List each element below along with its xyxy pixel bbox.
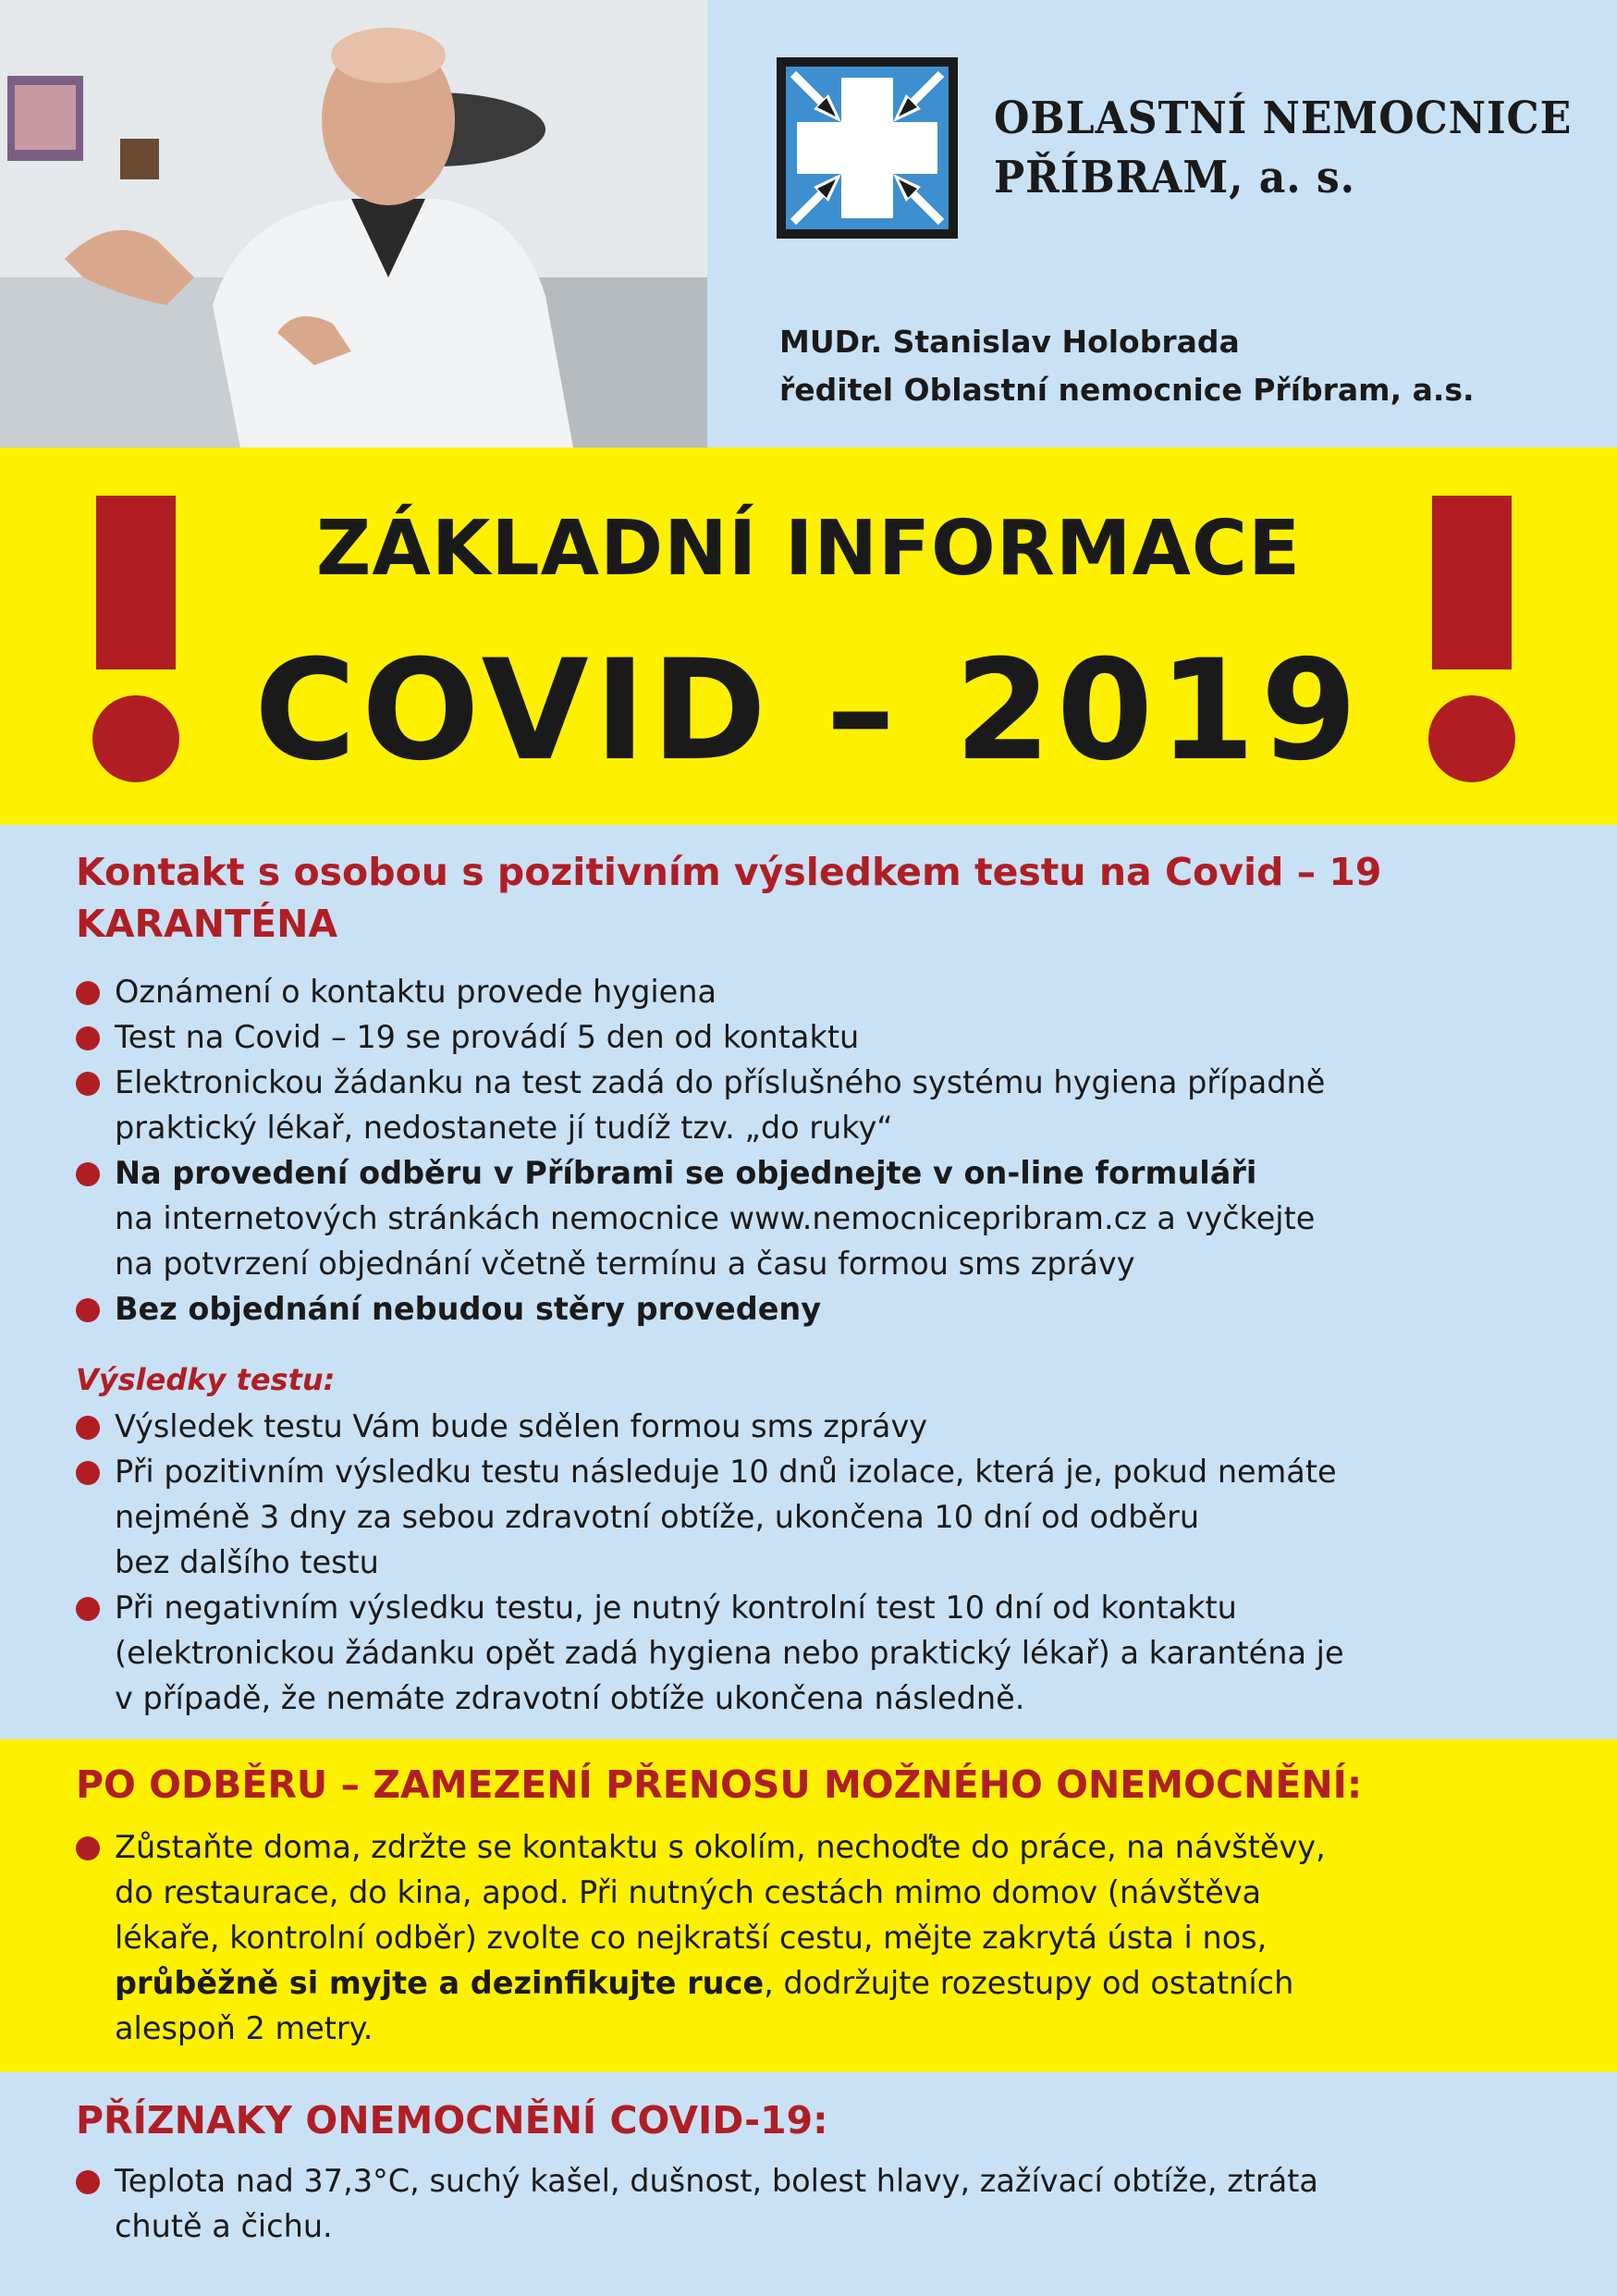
list-item bbox=[76, 1060, 1574, 1150]
list-item bbox=[76, 1286, 1574, 1332]
list-item-text: Elektronickou žádanku na test zadá do příslušného systému hygiena případně bbox=[115, 1064, 1326, 1100]
after-sampling-section bbox=[0, 1739, 1617, 2072]
results-list bbox=[76, 1404, 1574, 1721]
list-item bbox=[76, 1150, 1574, 1286]
list-item-text: Teplota nad 37,3°C, suchý kašel, dušnost, bolest hlavy, zažívací obtíže, ztráta bbox=[115, 2163, 1318, 2199]
director-photo-illustration bbox=[0, 0, 707, 448]
list-item-text: lékaře, kontrolní odběr) zvolte co nejkratší cestu, mějte zakrytá ústa i nos, bbox=[115, 1920, 1268, 1956]
list-item bbox=[76, 1404, 1574, 1449]
director-caption bbox=[779, 318, 1475, 414]
list-item-text: chutě a čichu. bbox=[115, 2208, 333, 2244]
hospital-logo-text bbox=[994, 89, 1572, 207]
handwash-emphasis: průběžně si myjte a dezinfikujte ruce bbox=[115, 1965, 765, 2001]
list-item bbox=[76, 1449, 1574, 1585]
contact-list bbox=[76, 969, 1574, 1332]
list-item-text bbox=[115, 1960, 1574, 2006]
header bbox=[0, 0, 1617, 448]
list-item-text: praktický lékař, nedostanete jí tudíž tzv. „do ruky“ bbox=[115, 1110, 893, 1146]
booking-instruction: Na provedení odběru v Příbrami se objednejte v on-line formuláři bbox=[115, 1155, 1257, 1191]
list-item-text: Při negativním výsledku testu, je nutný kontrolní test 10 dní od kontaktu bbox=[115, 1590, 1237, 1626]
results-heading: Výsledky testu: bbox=[76, 1362, 336, 1397]
after-sampling-list bbox=[76, 1824, 1574, 2051]
director-title: ředitel Oblastní nemocnice Příbram, a.s. bbox=[779, 372, 1475, 408]
list-item-text: v případě, že nemáte zdravotní obtíže ukončena následně. bbox=[115, 1680, 1025, 1716]
list-item-text: nejméně 3 dny za sebou zdravotní obtíže, ukončena 10 dní od odběru bbox=[115, 1499, 1200, 1535]
list-item-text: , dodržujte rozestupy od ostatních bbox=[764, 1965, 1294, 2001]
after-sampling-heading: PO ODBĚRU – ZAMEZENÍ PŘENOSU MOŽNÉHO ONEMOCNĚNÍ: bbox=[76, 1762, 1363, 1807]
symptoms-heading: PŘÍZNAKY ONEMOCNĚNÍ COVID-19: bbox=[76, 2098, 828, 2143]
list-item bbox=[76, 969, 1574, 1014]
list-item-text: Oznámení o kontaktu provede hygiena bbox=[115, 974, 717, 1010]
list-item-text: (elektronickou žádanku opět zadá hygiena nebo praktický lékař) a karanténa je bbox=[115, 1635, 1344, 1671]
list-item-text: alespoň 2 metry. bbox=[115, 2010, 374, 2046]
list-item-text: Výsledek testu Vám bude sdělen formou sms zprávy bbox=[115, 1408, 928, 1444]
banner-title-line-1: ZÁKLADNÍ INFORMACE bbox=[315, 505, 1302, 593]
list-item bbox=[76, 1824, 1574, 2051]
list-item bbox=[76, 2158, 1574, 2249]
logo-line-2: PŘÍBRAM, a. s. bbox=[994, 152, 1355, 203]
no-booking-warning: Bez objednání nebudou stěry provedeny bbox=[115, 1291, 822, 1327]
title-banner bbox=[0, 448, 1617, 825]
list-item-text: na potvrzení objednání včetně termínu a času formou sms zprávy bbox=[115, 1246, 1135, 1282]
contact-heading: Kontakt s osobou s pozitivním výsledkem testu na Covid – 19 bbox=[76, 850, 1382, 894]
list-item-text: Test na Covid – 19 se provádí 5 den od kontaktu bbox=[115, 1019, 860, 1055]
banner-title-line-2: COVID – 2019 bbox=[254, 631, 1363, 792]
director-name: MUDr. Stanislav Holobrada bbox=[779, 324, 1240, 360]
hospital-cross-arrows-icon bbox=[775, 55, 960, 240]
list-item bbox=[76, 1014, 1574, 1060]
list-item-text: Při pozitivním výsledku testu následuje 10 dnů izolace, která je, pokud nemáte bbox=[115, 1454, 1337, 1490]
director-photo bbox=[0, 0, 707, 448]
symptoms-list bbox=[76, 2158, 1574, 2249]
list-item bbox=[76, 1585, 1574, 1721]
list-item-text: Zůstaňte doma, zdržte se kontaktu s okolím, nechoďte do práce, na návštěvy, bbox=[115, 1829, 1326, 1865]
list-item-text: bez dalšího testu bbox=[115, 1544, 379, 1580]
list-item-text: do restaurace, do kina, apod. Při nutných cestách mimo domov (návštěva bbox=[115, 1874, 1262, 1910]
booking-website-text: na internetových stránkách nemocnice www.nemocnicepribram.cz a vyčkejte bbox=[115, 1200, 1316, 1236]
quarantine-heading: KARANTÉNA bbox=[76, 902, 338, 946]
logo-line-1: OBLASTNÍ NEMOCNICE bbox=[994, 92, 1573, 144]
